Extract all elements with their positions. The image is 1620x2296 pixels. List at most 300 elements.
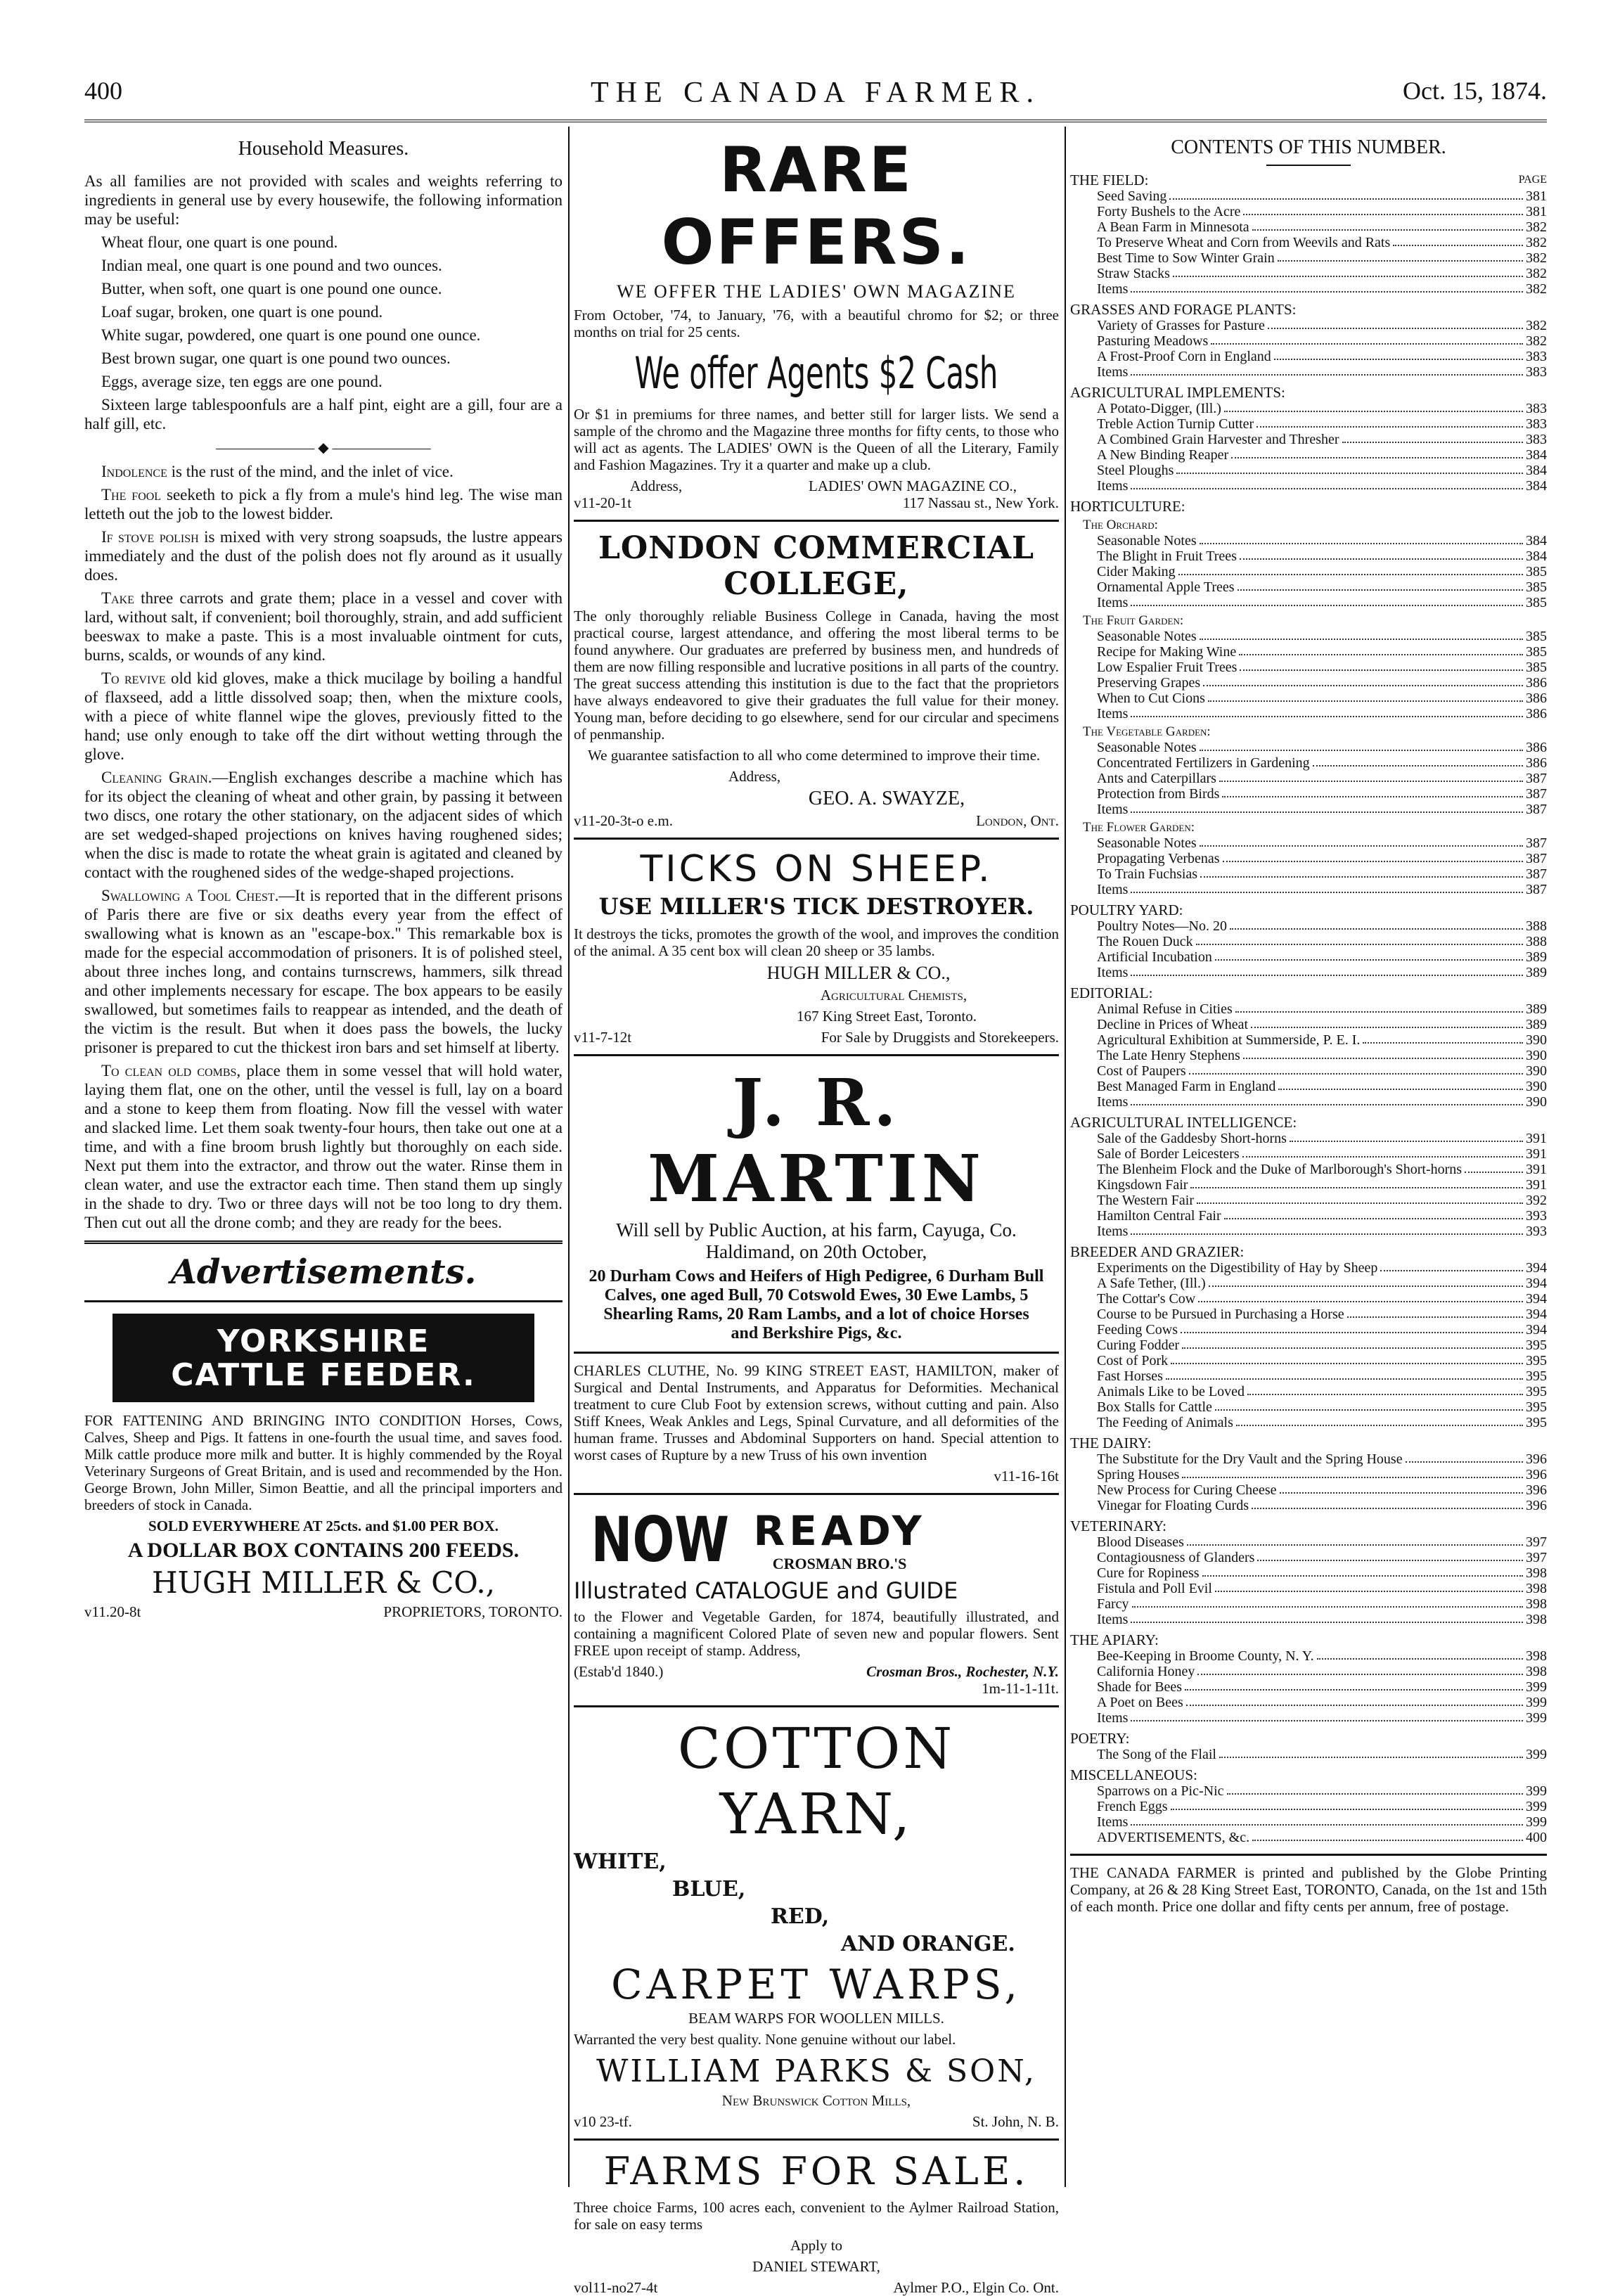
toc-entry-title: Treble Action Turnip Cutter — [1097, 416, 1254, 432]
toc-entry-page: 390 — [1526, 1048, 1547, 1063]
paragraph-lead: Cleaning Grain. — [101, 769, 212, 786]
toc-entry-title: The Blenheim Flock and the Duke of Marlborough's Short-horns — [1097, 1162, 1462, 1177]
toc-section-heading: VETERINARY: — [1070, 1518, 1166, 1534]
dot-leader — [1176, 463, 1523, 474]
header-rule — [84, 120, 1547, 122]
ad-footer-row — [574, 2279, 1059, 2296]
toc-entry — [1097, 1783, 1547, 1799]
dot-leader — [1131, 1612, 1523, 1623]
paragraph-lead: Indolence — [101, 463, 167, 480]
toc-entry — [1097, 675, 1547, 691]
toc-entry-title: The Blight in Fruit Trees — [1097, 549, 1237, 564]
toc-entry-title: Course to be Pursued in Purchasing a Horse — [1097, 1307, 1344, 1322]
ad-code: v11.20-8t — [84, 1603, 141, 1620]
article-paragraph — [84, 462, 562, 481]
toc-entry-page: 390 — [1526, 1094, 1547, 1110]
ad-firm: Crosman Bros., Rochester, N.Y. — [866, 1663, 1059, 1680]
toc-entry — [1097, 1648, 1547, 1664]
toc-entry-page: 391 — [1526, 1146, 1547, 1162]
column-one — [84, 134, 562, 2187]
toc-entry-title: ADVERTISEMENTS, &c. — [1097, 1830, 1250, 1845]
london-college-title: LONDON COMMERCIAL COLLEGE, — [598, 530, 1035, 602]
toc-entry-title: Cider Making — [1097, 564, 1176, 579]
ad-mills: New Brunswick Cotton Mills, — [721, 2092, 911, 2109]
toc-section-heading: GRASSES AND FORAGE PLANTS: — [1070, 301, 1297, 318]
section-heading: Household Measures. — [238, 138, 409, 160]
toc-entry — [1097, 1131, 1547, 1146]
publisher-note: THE CANADA FARMER is printed and published by the Globe Printing Company, at 26 & 28 King Street East, TORONTO, Canada, on the 1st and 15th of each month. Price one dollar and fifty cents per annum, free of postage. — [1070, 1864, 1547, 1915]
toc-entry-page: 382 — [1526, 318, 1547, 333]
ad-maker-sub: PROPRIETORS, TORONTO. — [383, 1603, 562, 1620]
toc-entry-title: French Eggs — [1097, 1799, 1168, 1814]
toc-entry-title: Feeding Cows — [1097, 1322, 1178, 1338]
paragraph-text: is mixed with very strong soapsuds, the lustre appears immediately and the dust of the polish does not fly around as it usually does. — [84, 528, 562, 584]
toc-entry-title: Shade for Bees — [1097, 1679, 1183, 1695]
dot-leader — [1290, 1131, 1523, 1142]
toc-subsection-heading: The Fruit Garden: — [1083, 613, 1184, 628]
dot-leader — [1231, 447, 1523, 458]
dot-leader — [1185, 1679, 1523, 1691]
yarn-color: RED, — [771, 1904, 830, 1929]
toc-entry-page: 383 — [1526, 432, 1547, 447]
toc-section-heading — [1070, 172, 1547, 188]
ad-place: St. John, N. B. — [972, 2113, 1059, 2130]
ad-code: 1m-11-1-11t. — [982, 1680, 1059, 1697]
toc-entry-title: Blood Diseases — [1097, 1534, 1184, 1550]
toc-entry — [1097, 1581, 1547, 1596]
toc-entry — [1097, 1467, 1547, 1482]
toc-entry — [1097, 579, 1547, 595]
dot-leader — [1215, 1399, 1523, 1411]
toc-entry-page: 395 — [1526, 1384, 1547, 1399]
ad-rule — [574, 1705, 1059, 1707]
yarn-color: BLUE, — [672, 1877, 746, 1901]
toc-entry-page: 386 — [1526, 755, 1547, 771]
toc-entry-page: 386 — [1526, 706, 1547, 721]
dot-leader — [1187, 1534, 1523, 1546]
dot-leader — [1198, 1291, 1523, 1302]
toc-entry-title: Items — [1097, 1710, 1129, 1726]
dot-leader — [1342, 432, 1523, 443]
toc-entry-title: Low Espalier Fruit Trees — [1097, 660, 1238, 675]
toc-entry-page: 382 — [1526, 219, 1547, 235]
cotton-yarn-title: COTTON YARN, — [677, 1716, 956, 1847]
toc-entry-title: Items — [1097, 1612, 1129, 1627]
toc-entry-page: 395 — [1526, 1353, 1547, 1368]
dot-leader — [1215, 1581, 1523, 1592]
toc-entry-title: Cost of Pork — [1097, 1353, 1169, 1368]
toc-entry — [1097, 250, 1547, 266]
ticks-sub: USE MILLER'S TICK DESTROYER. — [598, 893, 1034, 920]
toc-entry-page: 394 — [1526, 1291, 1547, 1307]
measure-line: Wheat flour, one quart is one pound. — [101, 233, 338, 251]
toc-entry-title: Hamilton Central Fair — [1097, 1208, 1221, 1224]
toc-subsection-heading: The Vegetable Garden: — [1083, 724, 1211, 739]
toc-entry — [1097, 463, 1547, 478]
masthead-title: THE CANADA FARMER. — [590, 77, 1041, 109]
toc-entry-page: 396 — [1526, 1482, 1547, 1498]
toc-entry — [1097, 1193, 1547, 1208]
toc-entry — [1097, 1260, 1547, 1276]
toc-entry-page: 399 — [1526, 1710, 1547, 1726]
toc-entry-page: 398 — [1526, 1664, 1547, 1679]
toc-entry-title: Decline in Prices of Wheat — [1097, 1017, 1249, 1032]
toc-entry-title: To Preserve Wheat and Corn from Weevils and Rats — [1097, 235, 1391, 250]
toc-entry-title: Fistula and Poll Evil — [1097, 1581, 1212, 1596]
measure-line: Butter, when soft, one quart is one pound one ounce. — [101, 280, 442, 297]
ad-body: The only thoroughly reliable Business College in Canada, having the most practical course, largest attendance, and offering the most liberal terms to be found anywhere. Our graduates are preferred by business men, and hundreds of them are now filling responsible and lucrative positions in all parts of the country. The great success attending this institution is due to the fact that the proprietors have always endeavored to give their graduates the full value for their money. Young man, before deciding to go elsewhere, send for our circular and specimens of penmanship. — [574, 608, 1059, 743]
ad-address: 167 King Street East, Toronto. — [797, 1008, 977, 1025]
ad-body: Warranted the very best quality. None genuine without our label. — [574, 2031, 956, 2048]
toc-section-heading: BREEDER AND GRAZIER: — [1070, 1243, 1245, 1260]
dot-leader — [1131, 478, 1523, 489]
toc-entry-page: 399 — [1526, 1747, 1547, 1762]
toc-entry — [1097, 706, 1547, 721]
toc-entry-page: 393 — [1526, 1208, 1547, 1224]
address-name: LADIES' OWN MAGAZINE CO., — [809, 477, 1017, 494]
toc-entry-title: Seed Saving — [1097, 188, 1167, 204]
toc-entry-title: When to Cut Cions — [1097, 691, 1205, 706]
toc-entry — [1097, 965, 1547, 980]
toc-entry-title: To Train Fuchsias — [1097, 866, 1198, 882]
toc-entry-page: 398 — [1526, 1648, 1547, 1664]
toc-entry-page: 398 — [1526, 1596, 1547, 1612]
toc-entry-page: 391 — [1526, 1162, 1547, 1177]
toc-entry — [1097, 755, 1547, 771]
toc-entry-page: 400 — [1526, 1830, 1547, 1845]
dot-leader — [1209, 1276, 1523, 1287]
toc-entry-title: Items — [1097, 281, 1129, 297]
toc-entry-title: A Safe Tether, (Ill.) — [1097, 1276, 1206, 1291]
dot-leader — [1131, 965, 1523, 976]
toc-section-heading: POETRY: — [1070, 1730, 1130, 1747]
dot-leader — [1278, 1079, 1523, 1090]
toc-entry — [1097, 786, 1547, 802]
toc-entry-title: Sale of Border Leicesters — [1097, 1146, 1240, 1162]
toc-entry-page: 392 — [1526, 1193, 1547, 1208]
dot-leader — [1173, 266, 1523, 277]
toc-entry — [1097, 1017, 1547, 1032]
measure-line: As all families are not provided with scales and weights referring to ingredients in general use by every housewife, the following information may be useful: — [84, 172, 562, 228]
article-paragraph — [84, 1061, 562, 1232]
dot-leader — [1236, 1415, 1523, 1426]
carpet-warps-title: CARPET WARPS, — [611, 1961, 1022, 2008]
toc-entry — [1097, 333, 1547, 349]
toc-entry — [1097, 1276, 1547, 1291]
paragraph-text: seeketh to pick a fly from a mule's hind leg. The wise man letteth out the job to the lowest bidder. — [84, 486, 562, 522]
toc-entry-page: 399 — [1526, 1799, 1547, 1814]
dot-leader — [1189, 1063, 1523, 1075]
dot-leader — [1203, 675, 1523, 686]
toc-entry — [1097, 447, 1547, 463]
toc-entry — [1097, 1032, 1547, 1048]
toc-entry-page: 387 — [1526, 771, 1547, 786]
toc-entry — [1097, 1177, 1547, 1193]
toc-entry — [1097, 1550, 1547, 1565]
dot-leader — [1178, 564, 1523, 575]
dot-leader — [1219, 1747, 1523, 1758]
dot-leader — [1190, 1177, 1523, 1188]
dot-leader — [1186, 1695, 1523, 1706]
dot-leader — [1240, 549, 1523, 560]
toc-entry-title: Ornamental Apple Trees — [1097, 579, 1235, 595]
measure-line: Loaf sugar, broken, one quart is one pound. — [101, 303, 383, 321]
toc-entry-title: Box Stalls for Cattle — [1097, 1399, 1212, 1415]
toc-entry-title: Recipe for Making Wine — [1097, 644, 1237, 660]
ad-place: Aylmer P.O., Elgin Co. Ont. — [893, 2279, 1059, 2296]
toc-entry — [1097, 740, 1547, 755]
toc-entry-page: 398 — [1526, 1581, 1547, 1596]
catalogue-title: Illustrated CATALOGUE and GUIDE — [574, 1577, 958, 1604]
toc-entry — [1097, 1596, 1547, 1612]
toc-entry — [1097, 266, 1547, 281]
toc-entry — [1097, 349, 1547, 364]
toc-entry-title: Ants and Caterpillars — [1097, 771, 1216, 786]
toc-entry — [1097, 1399, 1547, 1415]
toc-entry-title: Items — [1097, 478, 1129, 494]
dot-leader — [1211, 333, 1523, 345]
article-paragraph — [84, 485, 562, 523]
ad-name: HUGH MILLER & CO., — [766, 963, 951, 983]
paragraph-lead: Swallowing a Tool Chest. — [101, 887, 279, 904]
dot-leader — [1317, 1648, 1523, 1660]
toc-entry-page: 387 — [1526, 786, 1547, 802]
paragraph-lead: To clean old combs, — [101, 1062, 241, 1079]
toc-entry — [1097, 949, 1547, 965]
toc-entry — [1097, 1830, 1547, 1845]
toc-entry — [1097, 1710, 1547, 1726]
dot-leader — [1252, 219, 1523, 231]
toc-entry-page: 391 — [1526, 1131, 1547, 1146]
toc-entry-page: 390 — [1526, 1063, 1547, 1079]
toc-entry-title: Items — [1097, 706, 1129, 721]
dot-leader — [1131, 706, 1523, 717]
dot-leader — [1230, 918, 1523, 930]
paragraph-lead: Take — [101, 589, 134, 607]
toc-section-heading: HORTICULTURE: — [1070, 498, 1185, 515]
toc-entry — [1097, 1664, 1547, 1679]
toc-entry — [1097, 1612, 1547, 1627]
paragraph-lead: If stove polish — [101, 528, 199, 546]
measure-line: Eggs, average size, ten eggs are one pound. — [101, 373, 382, 390]
ad-rule — [574, 520, 1059, 522]
dot-leader — [1131, 1710, 1523, 1721]
ad-body: CHARLES CLUTHE, No. 99 KING STREET EAST, HAMILTON, maker of Surgical and Dental Instruments, and Apparatus for Deformities. Mechanical treatment to cure Club Foot by extension screws, without cutting and pain. Also Stiff Knees, Weak Ankles and Legs, Spinal Curvature, and all deformities of the human frame. Trusses and Abdominal Supporters on hand. Special attention to worst cases of Rupture by a new Truss of his own invention — [574, 1362, 1059, 1463]
toc-entry-title: A New Binding Reaper — [1097, 447, 1229, 463]
toc-section-heading: AGRICULTURAL IMPLEMENTS: — [1070, 384, 1285, 401]
paragraph-text: three carrots and grate them; place in a vessel and cover with lard, without salt, if convenient; boil thoroughly, strain, and add sufficient beeswax to make a paste. This is a most invaluable ointment for cuts, burns, scalds, or wounds of any kind. — [84, 589, 562, 664]
toc-entry-title: Sale of the Gaddesby Short-horns — [1097, 1131, 1287, 1146]
column-rule — [1065, 127, 1066, 2187]
dot-leader — [1240, 660, 1523, 671]
toc-entry-page: 385 — [1526, 564, 1547, 579]
toc-entry-page: 384 — [1526, 478, 1547, 494]
toc-entry-page: 399 — [1526, 1814, 1547, 1830]
dot-leader — [1406, 1451, 1523, 1463]
toc-entry-title: Poultry Notes—No. 20 — [1097, 918, 1227, 934]
ad-footer-row — [574, 1029, 1059, 1046]
ad-name: DANIEL STEWART, — [752, 2258, 880, 2275]
ad-maker: HUGH MILLER & CO., — [151, 1565, 496, 1600]
ad-role: Agricultural Chemists, — [820, 987, 968, 1003]
dot-leader — [1182, 1338, 1523, 1349]
toc-entry-page: 397 — [1526, 1550, 1547, 1565]
toc-entry — [1097, 564, 1547, 579]
toc-entry — [1097, 644, 1547, 660]
toc-entry-page: 384 — [1526, 549, 1547, 564]
toc-entry-page: 382 — [1526, 266, 1547, 281]
contents-rule — [1070, 1854, 1547, 1856]
dot-leader — [1252, 1498, 1523, 1509]
toc-entry-title: Cost of Paupers — [1097, 1063, 1186, 1079]
toc-entry-page: 385 — [1526, 579, 1547, 595]
dot-leader — [1251, 1017, 1523, 1028]
measure-line: White sugar, powdered, one quart is one pound one ounce. — [101, 326, 481, 344]
toc-entry — [1097, 629, 1547, 644]
toc-entry — [1097, 1747, 1547, 1762]
toc-entry — [1097, 1001, 1547, 1017]
article-paragraph — [84, 886, 562, 1057]
paragraph-text: is the rust of the mind, and the inlet of vice. — [167, 463, 454, 480]
toc-entry — [1097, 851, 1547, 866]
toc-entry-title: Forty Bushels to the Acre — [1097, 204, 1241, 219]
ad-place: London, Ont. — [976, 812, 1059, 829]
toc-entry-page: 381 — [1526, 188, 1547, 204]
toc-entry-page: 382 — [1526, 235, 1547, 250]
toc-entry-title: Cure for Ropiness — [1097, 1565, 1200, 1581]
ad-price: SOLD EVERYWHERE AT 25cts. and $1.00 PER BOX. — [148, 1518, 499, 1534]
dot-leader — [1131, 364, 1523, 376]
toc-entry-page: 383 — [1526, 401, 1547, 416]
dot-leader — [1182, 1467, 1523, 1478]
dot-leader — [1131, 802, 1523, 813]
paragraph-lead: The fool — [101, 486, 162, 504]
contents-list — [1070, 172, 1547, 1845]
paragraph-text: —It is reported that in the different prisons of Paris there are five or six deaths every year from the effect of swallowing what is known as an "escape-box." This remarkable box is made for the especial accommodation of prisoners. It is of polished steel, about three inches long, and contains turnscrews, hammers, silk thread and other implements necessary for escape. The box appears to be easily swallowed, but sometimes fails to reappear as intended, and the death of the victim is the result. But when it does pass the bowels, the lucky prisoner is prepared to cut the thickest iron bars and set himself at liberty. — [84, 887, 562, 1056]
dot-leader — [1202, 1565, 1523, 1577]
toc-entry-title: A Combined Grain Harvester and Thresher — [1097, 432, 1339, 447]
toc-entry — [1097, 1048, 1547, 1063]
toc-entry — [1097, 1814, 1547, 1830]
toc-entry-title: Items — [1097, 802, 1129, 817]
toc-entry-title: A Frost-Proof Corn in England — [1097, 349, 1271, 364]
ad-footer-row — [574, 1663, 1059, 1680]
ad-body: From October, '74, to January, '76, with a beautiful chromo for $2; or three months on trial for 25 cents. — [574, 307, 1059, 340]
toc-entry-title: Agricultural Exhibition at Summerside, P. E. I. — [1097, 1032, 1361, 1048]
toc-entry-page: 382 — [1526, 250, 1547, 266]
toc-entry — [1097, 281, 1547, 297]
toc-entry-title: Farcy — [1097, 1596, 1129, 1612]
toc-entry-title: Animals Like to be Loved — [1097, 1384, 1245, 1399]
toc-entry-title: Protection from Birds — [1097, 786, 1220, 802]
toc-entry — [1097, 1079, 1547, 1094]
ad-address: 117 Nassau st., New York. — [902, 494, 1059, 511]
dot-leader — [1197, 1664, 1523, 1675]
dot-leader — [1239, 644, 1523, 655]
toc-entry-title: A Poet on Bees — [1097, 1695, 1183, 1710]
ready-block — [754, 1507, 926, 1573]
dot-leader — [1131, 1094, 1523, 1105]
toc-entry-page: 394 — [1526, 1307, 1547, 1322]
measure-line: Sixteen large tablespoonfuls are a half pint, eight are a gill, four are a half gill, etc. — [84, 396, 562, 432]
toc-entry-title: Bee-Keeping in Broome County, N. Y. — [1097, 1648, 1314, 1664]
toc-entry-page: 391 — [1526, 1177, 1547, 1193]
toc-entry — [1097, 1338, 1547, 1353]
paragraph-text: —English exchanges describe a machine which has for its object the cleaning of wheat and other grain, by passing it between two discs, one rotary the other stationary, on the adjacent sides of which are set wedged-shaped projections on knives having roughened sides; when the disc is made to rotate the wheat grain is agitated and cleaned by contact with the roughened sides of the wedge-shaped projections. — [84, 769, 562, 881]
toc-entry-page: 381 — [1526, 204, 1547, 219]
dot-leader — [1181, 1322, 1523, 1333]
toc-entry — [1097, 1208, 1547, 1224]
toc-entry — [1097, 1498, 1547, 1513]
toc-entry-title: The Song of the Flail — [1097, 1747, 1216, 1762]
dot-leader — [1166, 1368, 1523, 1380]
ad-footer-row — [574, 2113, 1059, 2130]
toc-entry-page: 387 — [1526, 882, 1547, 897]
dot-leader — [1380, 1260, 1523, 1271]
toc-entry — [1097, 364, 1547, 380]
toc-entry-page: 389 — [1526, 965, 1547, 980]
toc-entry-page: 390 — [1526, 1079, 1547, 1094]
toc-entry-page: 398 — [1526, 1565, 1547, 1581]
toc-entry-page: 386 — [1526, 740, 1547, 755]
dot-leader — [1131, 882, 1523, 893]
dot-leader — [1131, 281, 1523, 293]
column-rule — [568, 127, 570, 2187]
toc-entry-title: Seasonable Notes — [1097, 740, 1197, 755]
ad-estab: (Estab'd 1840.) — [574, 1663, 664, 1680]
toc-entry-title: Sparrows on a Pic-Nic — [1097, 1783, 1224, 1799]
toc-entry-title: Items — [1097, 882, 1129, 897]
dot-leader — [1280, 1482, 1524, 1494]
toc-section-heading: AGRICULTURAL INTELLIGENCE: — [1070, 1114, 1297, 1131]
banner-line: CATTLE FEEDER. — [171, 1357, 476, 1393]
toc-entry-title: The Late Henry Stephens — [1097, 1048, 1240, 1063]
toc-section-heading: POULTRY YARD: — [1070, 902, 1183, 918]
toc-entry-title: Seasonable Notes — [1097, 629, 1197, 644]
toc-entry-title: Animal Refuse in Cities — [1097, 1001, 1233, 1017]
toc-entry-page: 397 — [1526, 1534, 1547, 1550]
toc-entry-page: 385 — [1526, 595, 1547, 610]
toc-entry — [1097, 1162, 1547, 1177]
toc-entry — [1097, 1384, 1547, 1399]
yarn-color: WHITE, — [574, 1849, 667, 1874]
dot-leader — [1227, 1783, 1523, 1795]
toc-entry-title: Items — [1097, 1814, 1129, 1830]
toc-entry-page: 390 — [1526, 1032, 1547, 1048]
toc-entry — [1097, 866, 1547, 882]
toc-entry — [1097, 1307, 1547, 1322]
toc-entry-title: Preserving Grapes — [1097, 675, 1201, 691]
ad-rule — [574, 1352, 1059, 1354]
toc-entry-title: A Bean Farm in Minnesota — [1097, 219, 1249, 235]
dot-leader — [1257, 1550, 1523, 1561]
toc-entry-title: Curing Fodder — [1097, 1338, 1180, 1353]
farms-title: FARMS FOR SALE. — [603, 2149, 1029, 2193]
toc-entry-title: New Process for Curing Cheese — [1097, 1482, 1277, 1498]
ready-word: READY — [753, 1506, 926, 1555]
toc-entry-page: 382 — [1526, 281, 1547, 297]
measure-line: Indian meal, one quart is one pound and two ounces. — [101, 257, 442, 274]
dot-leader — [1169, 188, 1523, 200]
dot-leader — [1235, 1001, 1523, 1013]
toc-entry — [1097, 219, 1547, 235]
toc-entry-page: 382 — [1526, 333, 1547, 349]
toc-entry-title: Vinegar for Floating Curds — [1097, 1498, 1249, 1513]
toc-entry-page: 385 — [1526, 629, 1547, 644]
banner-line: YORKSHIRE — [217, 1323, 430, 1359]
toc-entry-page: 399 — [1526, 1783, 1547, 1799]
toc-entry-page: 387 — [1526, 802, 1547, 817]
